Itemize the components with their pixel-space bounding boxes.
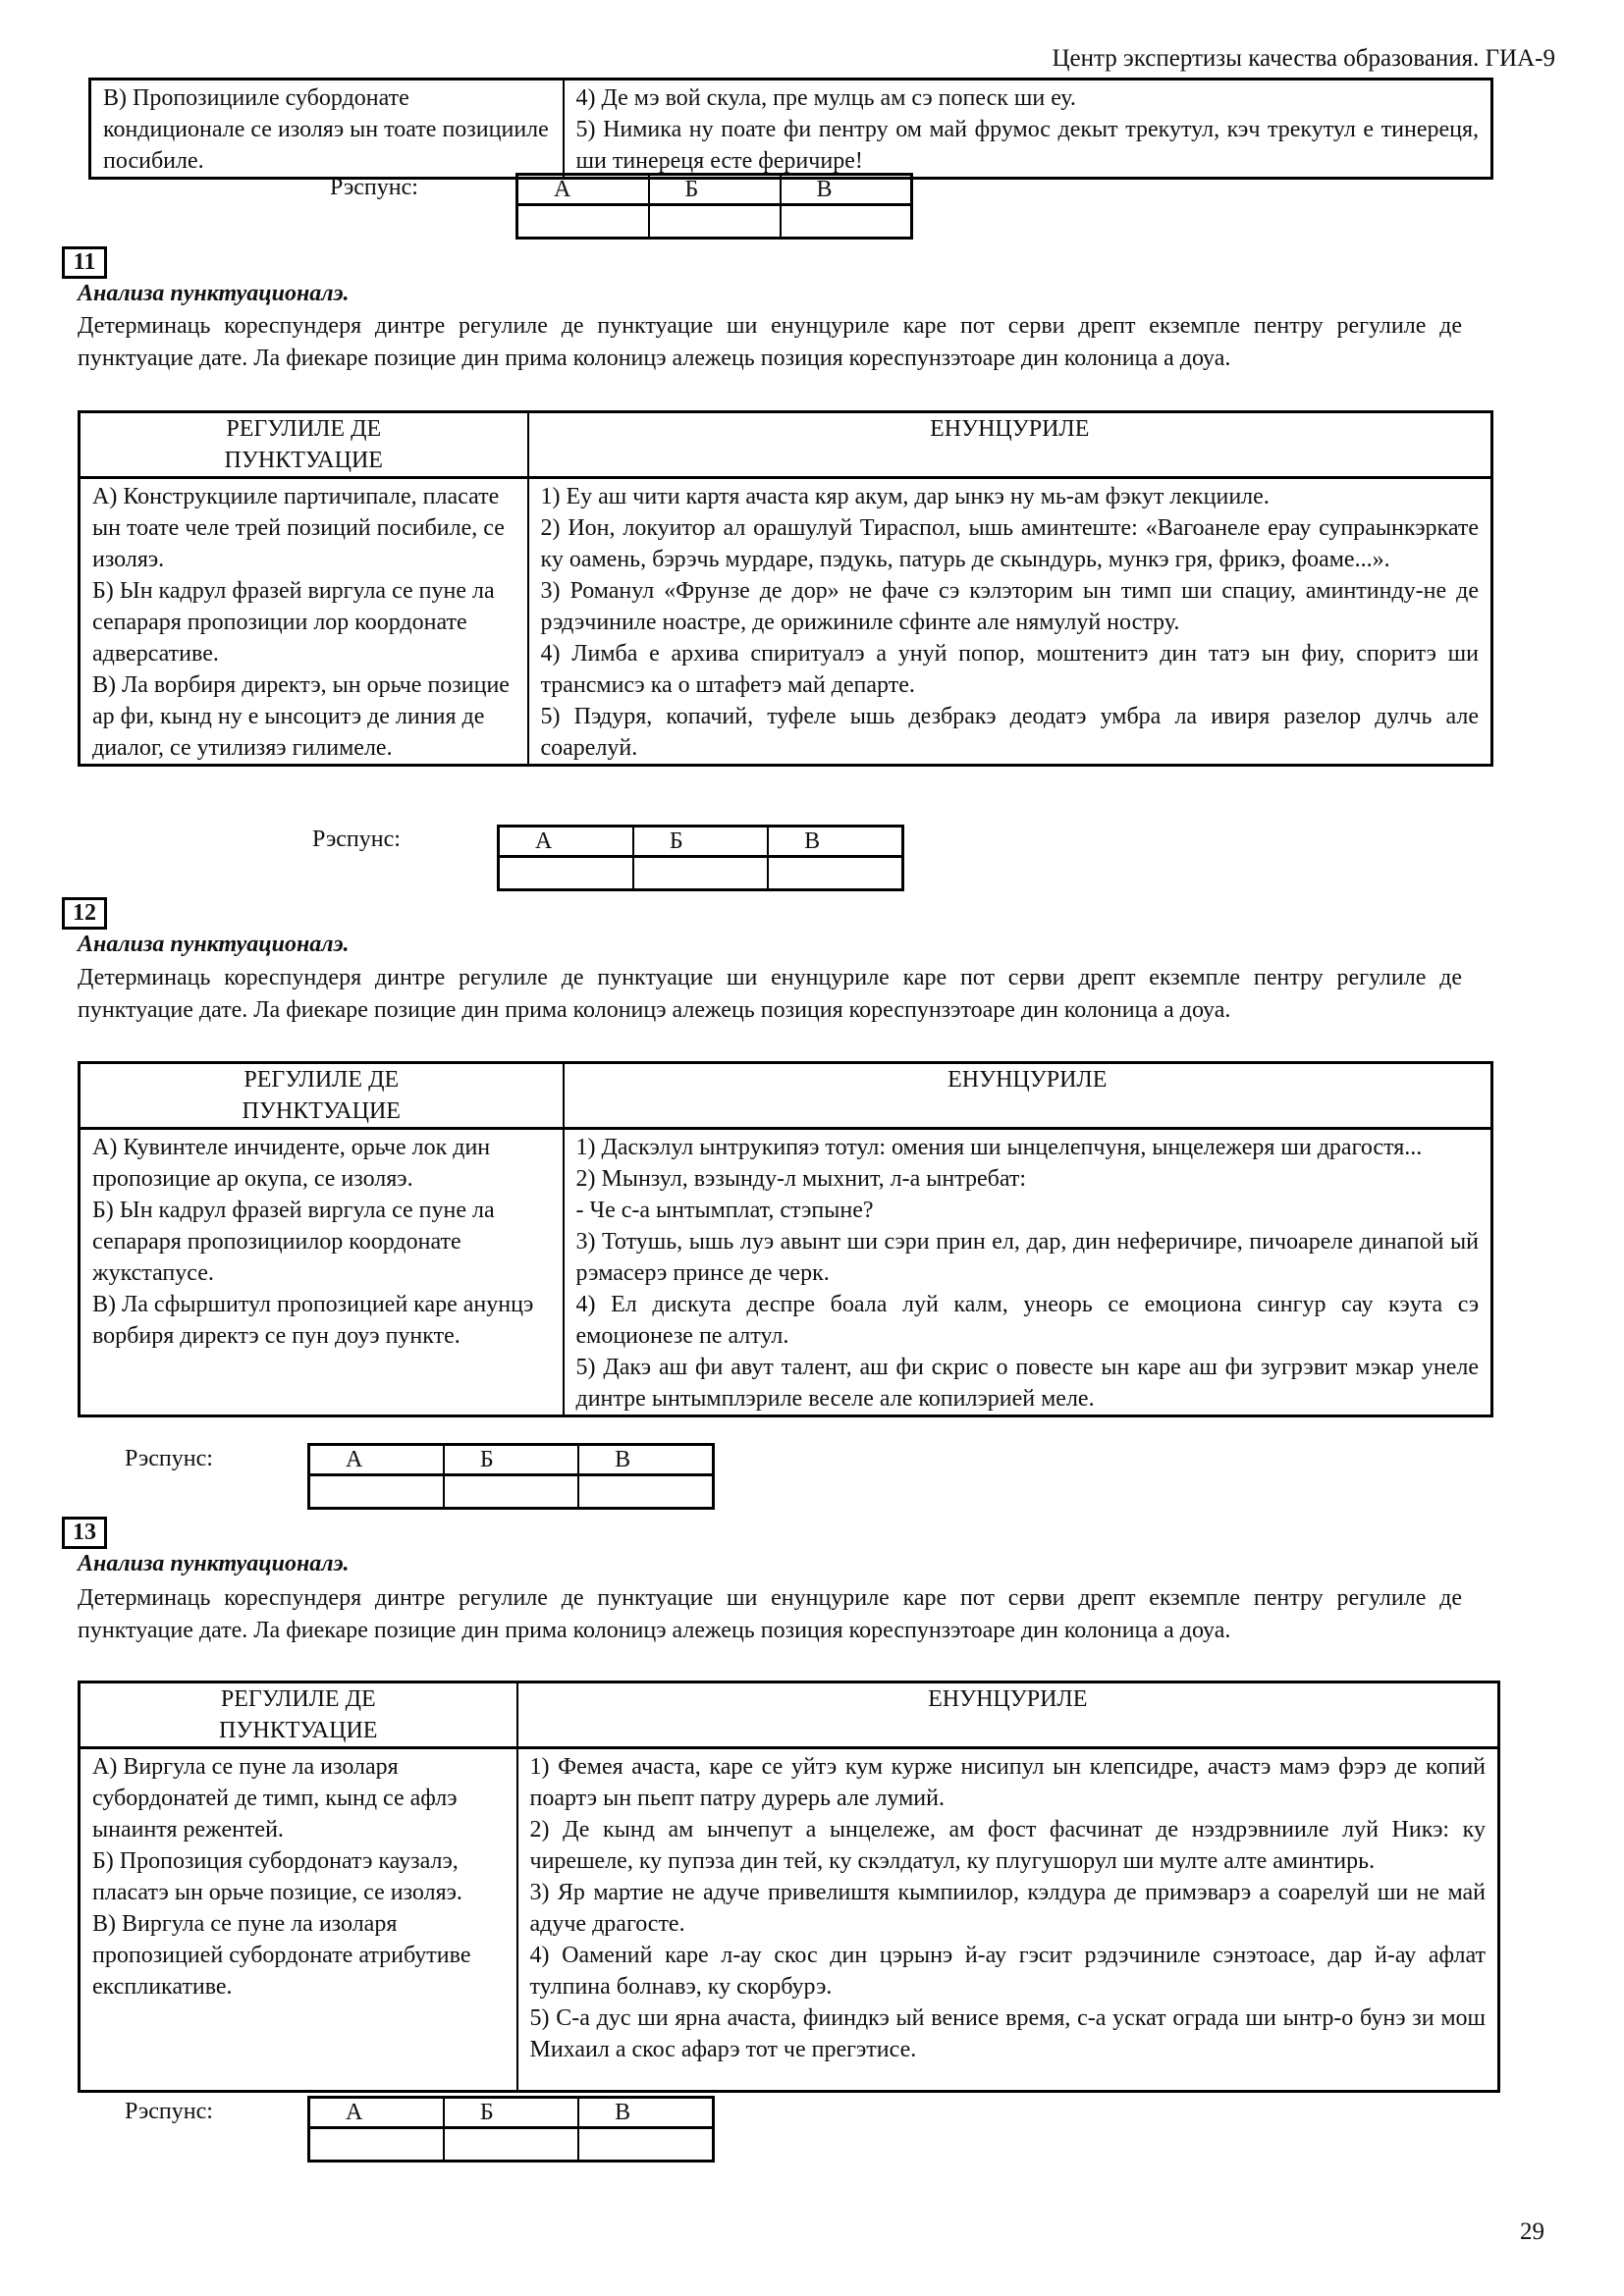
answer-input-b[interactable] [633, 857, 768, 890]
table-row [80, 1129, 1492, 1416]
col-header-rules: РЕГУЛИЛЕ ДЕ ПУНКТУАЦИЕ [80, 412, 528, 478]
matching-table [78, 410, 1493, 767]
page-header: Центр экспертизы качества образования. ГИА-9 [1052, 45, 1555, 72]
matching-table [78, 1061, 1493, 1417]
task-number-badge: 12 [62, 897, 107, 930]
statement-item: 1) Еу аш чити картя ачаста кяр акум, дар ынкэ ну мь-ам фэкут лекцииле. [540, 484, 1270, 509]
answer-input-v[interactable] [768, 857, 902, 890]
table-row [80, 1748, 1499, 2092]
statement-item: 1) Фемея ачаста, каре се уйтэ кум курже нисипул ын клепсидре, ачастэ мамэ фэрэ де копий поартэ ын пьепт патру дурерь але лумий. [529, 1754, 1486, 1811]
response-table [307, 1443, 715, 1510]
answer-input-a[interactable] [499, 857, 633, 890]
response-label: Рэспунс: [125, 2099, 213, 2124]
task-title: Анализа пунктуационалэ. [78, 1551, 350, 1576]
response-col-v: В [781, 175, 912, 205]
prev-task-table [88, 78, 1493, 180]
answer-input-a[interactable] [309, 1475, 444, 1509]
answer-input-b[interactable] [444, 2128, 578, 2162]
statement-item: 1) Даскэлул ынтрукипяэ тотул: омения ши ынцелепчуня, ынцележеря ши драгостя... [575, 1135, 1423, 1160]
col-header-statements: ЕНУНЦУРИЛЕ [528, 412, 1492, 478]
task-title: Анализа пунктуационалэ. [78, 281, 350, 306]
col-header-statements: ЕНУНЦУРИЛЕ [517, 1682, 1499, 1748]
table-row [80, 478, 1492, 766]
answer-input-a[interactable] [517, 205, 649, 239]
statement-item: 5) Дакэ аш фи авут талент, аш фи скрис о повесте ын каре аш фи зугрэвит мэкар унеле динтре ынтымплэриле веселе але копилэрией меле. [575, 1355, 1479, 1412]
statements-cell [564, 1129, 1492, 1416]
response-col-b: Б [444, 2098, 578, 2128]
rules-cell [80, 478, 528, 766]
response-col-v: В [578, 1445, 713, 1475]
rule-item: В) Виргула се пуне ла изоларя пропозицией субордонате атрибутиве експликативе. [92, 1911, 471, 2000]
statement-item: 2) Де кынд ам ынчепут а ынцележе, ам фост фасчинат де нэздрэвнииле луй Никэ: ку чирешеле, ку пупэза дин тей, ку скэлдатул, ку плугушорул ши мулте алте аминтирь. [529, 1817, 1486, 1874]
rule-item: А) Конструкцииле партичипале, пласате ын тоате челе трей позиций посибиле, се изоляэ. [92, 484, 505, 572]
response-col-a: А [499, 827, 633, 857]
response-col-a: А [517, 175, 649, 205]
statement-item: 4) Оамений каре л-ау скос дин цэрынэ й-ау гэсит рэдэчиниле сэнэтоасе, дар й-ау афлат тулпина болнавэ, ку скорбурэ. [529, 1943, 1486, 2000]
rules-cell [80, 1748, 517, 2092]
rules-cell [80, 1129, 564, 1416]
statement-item: 5) С-а дус ши ярна ачаста, фииндкэ ый венисе время, с-а ускат ограда ши ынтр-о бунэ зи мош Михаил а скос афарэ тот че прегэтисе. [529, 2005, 1486, 2062]
rule-item: А) Кувинтеле инчиденте, орьче лок дин пропозицие ар окупа, се изоляэ. [92, 1135, 491, 1192]
col-header-rules: РЕГУЛИЛЕ ДЕ ПУНКТУАЦИЕ [80, 1063, 564, 1129]
statement-item: 4) Лимба е архива спиритуалэ а унуй попор, моштенитэ дин татэ ын фиу, споритэ ши трансмисэ ка о штафетэ май департе. [540, 641, 1479, 698]
task-instruction: Детерминаць кореспундеря динтре регулиле де пунктуацие ши енунцуриле каре пот серви дрепт екземпле пентру регулиле де пунктуацие дате. Ла фиекаре позицие дин прима колоницэ алежець позиция кореспунзэтоаре дин колоница а доуа. [78, 965, 1462, 1023]
answer-input-a[interactable] [309, 2128, 444, 2162]
answer-input-v[interactable] [781, 205, 912, 239]
statement-item: 3) Яр мартие не адуче привелиштя кымпиилор, кэлдура де примэварэ а соарелуй ши не май адуче драгосте. [529, 1880, 1486, 1937]
task-instruction: Детерминаць кореспундеря динтре регулиле де пунктуацие ши енунцуриле каре пот серви дрепт екземпле пентру регулиле де пунктуацие дате. Ла фиекаре позицие дин прима колоницэ алежець позиция кореспунзэтоаре дин колоница а доуа. [78, 1585, 1462, 1643]
answer-input-b[interactable] [649, 205, 781, 239]
response-col-a: А [309, 2098, 444, 2128]
rule-item: А) Виргула се пуне ла изоларя субордонатей де тимп, кынд се афлэ ынаинтя режентей. [92, 1754, 458, 1842]
rule-item: В) Ла ворбиря директэ, ын орьче позицие ар фи, кынд ну е ынсоцитэ де линия де диалог, се утилизяэ гилимеле. [92, 672, 510, 761]
statement-item: - Че с-а ынтымплат, стэпыне? [575, 1198, 874, 1223]
response-table [497, 825, 904, 891]
matching-table [78, 1681, 1500, 2093]
statement-item: 2) Ион, локуитор ал орашулуй Тираспол, ышь аминтеште: «Вагоанеле ерау супраынкэркате ку оамень, бэрэчь мурдаре, пэдукь, патурь де скындурь, мункэ гря, фрикэ, фоаме...». [540, 515, 1479, 572]
task-number-badge: 11 [62, 246, 107, 279]
response-col-b: Б [444, 1445, 578, 1475]
response-table [515, 173, 913, 240]
col-header-rules: РЕГУЛИЛЕ ДЕ ПУНКТУАЦИЕ [80, 1682, 517, 1748]
statement-item: 3) Романул «Фрунзе де дор» не фаче сэ кэлэторим ын тимп ши спациу, аминтинду-не де рэдэчиниле ноастре, де орижиниле сфинте але нямулуй ностру. [540, 578, 1479, 635]
response-label: Рэспунс: [125, 1446, 213, 1471]
statements-cell [564, 80, 1492, 179]
response-col-b: Б [649, 175, 781, 205]
rule-item: Б) Ын кадрул фразей виргула се пуне ла сепараря пропозиции лор коордонате адверсативе. [92, 578, 495, 667]
answer-input-v[interactable] [578, 1475, 713, 1509]
statement-item: 2) Мынзул, вэзынду-л мыхнит, л-а ынтребат: [575, 1166, 1027, 1192]
response-label: Рэспунс: [330, 175, 418, 200]
statement-item: 4) Де мэ вой скула, пре мулць ам сэ попеск ши еу. [575, 85, 1076, 111]
task-title: Анализа пунктуационалэ. [78, 932, 350, 957]
statement-item: 4) Ел дискута деспре боала луй калм, унеорь се емоциона сингур сау кэута сэ емоционезе пе алтул. [575, 1292, 1479, 1349]
rules-cell [90, 80, 564, 179]
table-row [90, 80, 1492, 179]
response-col-a: А [309, 1445, 444, 1475]
col-header-statements: ЕНУНЦУРИЛЕ [564, 1063, 1492, 1129]
answer-input-b[interactable] [444, 1475, 578, 1509]
response-col-b: Б [633, 827, 768, 857]
statements-cell [528, 478, 1492, 766]
statement-item: 5) Нимика ну поате фи пентру ом май фрумос декыт трекутул, кэч трекутул е тинереця, ши тинереця есте феричире! [575, 117, 1479, 174]
rule-item: В) Ла сфыршитул пропозицией каре анунцэ ворбиря директэ се пун доуэ пункте. [92, 1292, 534, 1349]
page-number: 29 [1520, 2218, 1544, 2245]
statement-item: 3) Тотушь, ышь луэ авынт ши сэри прин ел, дар, дин неферичире, пичоареле динапой ый рэмасерэ принсе де черк. [575, 1229, 1479, 1286]
response-col-v: В [578, 2098, 713, 2128]
response-label: Рэспунс: [312, 827, 401, 852]
rule-item: В) Пропозицииле субордонате кондиционале се изоляэ ын тоате позицииле посибиле. [103, 85, 549, 174]
statement-item: 5) Пэдуря, копачий, туфеле ышь дезбракэ деодатэ умбра ла ивиря разелор дулчь але соарелуй. [540, 704, 1479, 761]
task-instruction: Детерминаць кореспундеря динтре регулиле де пунктуацие ши енунцуриле каре пот серви дрепт екземпле пентру регулиле де пунктуацие дате. Ла фиекаре позицие дин прима колоницэ алежець позиция кореспунзэтоаре дин колоница а доуа. [78, 313, 1462, 371]
response-table [307, 2096, 715, 2163]
rule-item: Б) Пропозиция субордонатэ каузалэ, пласатэ ын орьче позицие, се изоляэ. [92, 1848, 462, 1905]
response-col-v: В [768, 827, 902, 857]
rule-item: Б) Ын кадрул фразей виргула се пуне ла сепараря пропозициилор коордонате жукстапусе. [92, 1198, 495, 1286]
task-number-badge: 13 [62, 1517, 107, 1549]
statements-cell [517, 1748, 1499, 2092]
answer-input-v[interactable] [578, 2128, 713, 2162]
